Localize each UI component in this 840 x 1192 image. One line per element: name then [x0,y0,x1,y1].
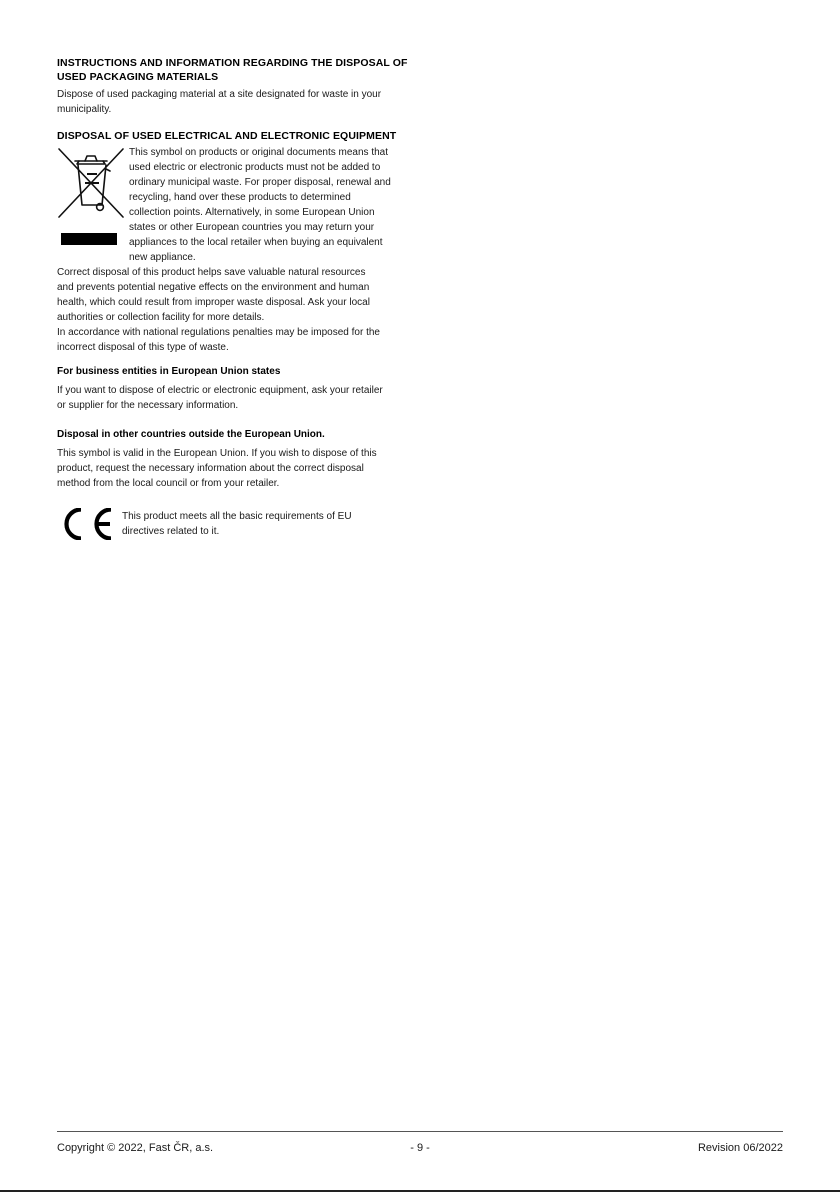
packaging-disposal-text [57,87,413,117]
weee-paragraph-line: Correct disposal of this product helps save valuable natural resources [57,267,366,278]
footer-page-number: - 9 - [410,1142,430,1154]
weee-paragraph-line: In accordance with national regulations penalties may be imposed for the [57,327,380,338]
weee-line: new appliance. [129,252,196,263]
weee-disposal-title: DISPOSAL OF USED ELECTRICAL AND ELECTRONIC EQUIPMENT [57,130,397,142]
outside-eu-line: product, request the necessary information about the correct disposal [57,463,364,474]
packaging-text-line-1: Dispose of used packaging material at a site designated for waste in your [57,89,382,100]
footer-divider [57,1131,783,1132]
ce-line: directives related to it. [122,526,220,537]
weee-paragraph-line: and prevents potential negative effects on the environment and human [57,282,370,293]
footer-copyright: Copyright © 2022, Fast ČR, a.s. [57,1142,214,1154]
weee-line: collection points. Alternatively, in some European Union [129,207,375,218]
weee-paragraph-line: health, which could result from improper waste disposal. Ask your local [57,297,370,308]
outside-eu-line: method from the local council or from your retailer. [57,478,280,489]
weee-line: used electric or electronic products must not be added to [129,162,381,173]
outside-eu-title: Disposal in other countries outside the European Union. [57,429,325,440]
packaging-title-line-1: INSTRUCTIONS AND INFORMATION REGARDING THE DISPOSAL OF [57,57,408,69]
outside-eu-section [57,428,413,491]
business-entities-title: For business entities in European Union states [57,366,281,377]
ce-mark-icon [57,508,113,540]
weee-paragraph [57,265,413,355]
business-entities-section [57,365,413,413]
ce-conformity-text [122,509,412,539]
weee-symbol-text [129,145,413,265]
weee-line: This symbol on products or original documents means that [129,147,389,158]
weee-line: recycling, hand over these products to determined [129,192,351,203]
crossed-out-wheelie-bin-icon [57,147,125,245]
footer-revision: Revision 06/2022 [697,1142,783,1154]
weee-line: appliances to the local retailer when buying an equivalent [129,237,383,248]
weee-block [57,145,413,265]
packaging-title-line-2: USED PACKAGING MATERIALS [57,71,219,83]
weee-paragraph-line: incorrect disposal of this type of waste. [57,342,229,353]
packaging-text-line-2: municipality. [57,104,112,115]
weee-line: ordinary municipal waste. For proper disposal, renewal and [129,177,391,188]
ce-conformity-section [57,508,413,548]
packaging-disposal-section [57,56,413,117]
weee-disposal-section [57,129,413,355]
weee-line: states or other European countries you may return your [129,222,375,233]
business-entities-line: or supplier for the necessary information. [57,400,239,411]
ce-line: This product meets all the basic requirements of EU [122,511,352,522]
weee-paragraph-line: authorities or collection facility for more details. [57,312,265,323]
business-entities-line: If you want to dispose of electric or electronic equipment, ask your retailer [57,385,383,396]
packaging-disposal-title [57,56,413,84]
outside-eu-line: This symbol is valid in the European Union. If you wish to dispose of this [57,448,377,459]
